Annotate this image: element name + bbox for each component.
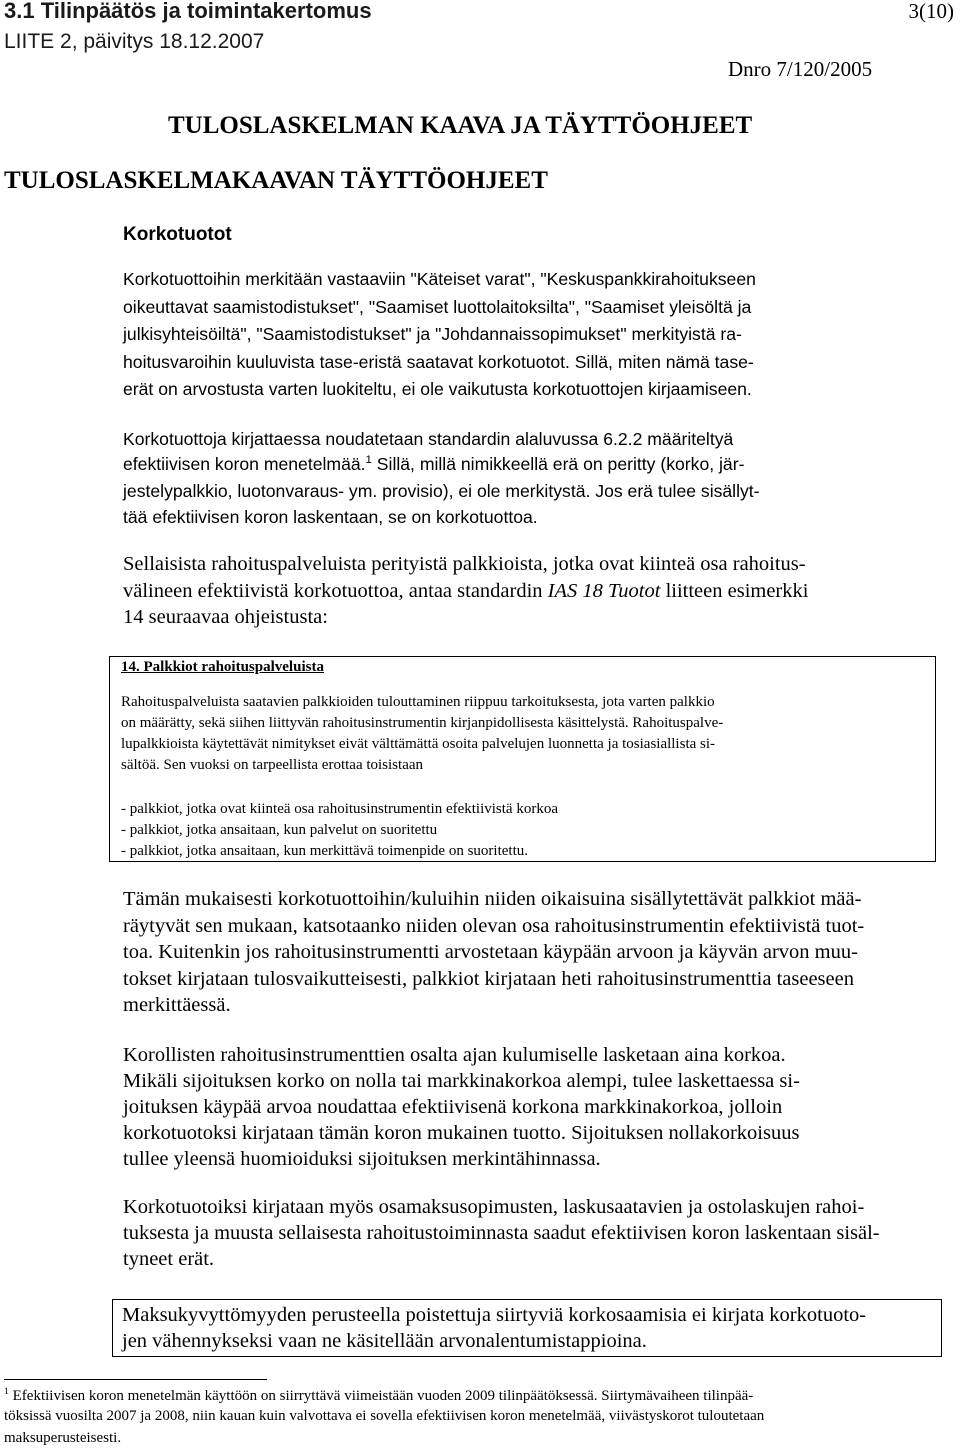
paragraph-line: tokset kirjataan tulosvaikutteisesti, palkkiot kirjataan heti rahoitusinstrumenttia taseeseen — [123, 968, 854, 990]
text-segment: välineen efektiivistä korkotuottoa, antaa standardin — [123, 580, 548, 602]
paragraph-line: hoitusvaroihin kuuluvista tase-eristä saatavat korkotuotot. Sillä, miten nämä tase- — [123, 352, 754, 372]
paragraph-line: tää efektiivisen koron laskentaan, se on korkotuottoa. — [123, 507, 538, 527]
text-segment: Efektiivisen koron menetelmän käyttöön on siirryttävä viimeistään vuoden 2009 tilinpäätöksessä. Siirtymävaiheen tilinpää- — [8, 1388, 754, 1404]
footnote-number: 1 — [4, 1386, 9, 1397]
footnote-line: töksissä vuosilta 2007 ja 2008, niin kauan kuin valvottava ei sovella efektiivisen koron menetelmää, viivästyskorot tuloutetaan — [4, 1408, 765, 1424]
paragraph-line: tullee yleensä huomioiduksi sijoituksen merkintähinnassa. — [123, 1148, 601, 1170]
header-appendix: LIITE 2, päivitys 18.12.2007 — [4, 30, 265, 53]
quote-box-line: sältöä. Sen vuoksi on tarpeellista erottaa toisistaan — [121, 757, 424, 773]
footnote-separator — [4, 1379, 267, 1380]
paragraph-line: julkisyhteisöiltä", "Saamistodistukset" ja "Johdannaissopimukset" merkityistä ra- — [123, 324, 742, 344]
paragraph-line: erät on arvostusta varten luokiteltu, ei ole vaikutusta korkotuottojen kirjaamiseen. — [123, 379, 752, 399]
paragraph-line — [123, 580, 808, 603]
header-title: 3.1 Tilinpäätös ja toimintakertomus — [4, 0, 372, 23]
paragraph-line: Korkotuottoja kirjattaessa noudatetaan standardin alaluvussa 6.2.2 määriteltyä — [123, 429, 734, 449]
footnote-reference[interactable]: 1 — [365, 454, 372, 467]
paragraph-line: Tämän mukaisesti korkotuottoihin/kuluihin niiden oikaisuina sisällytettävät palkkiot mää- — [123, 888, 862, 910]
paragraph-line: jestelypalkkio, luotonvaraus- ym. provisio), ei ole merkitystä. Jos erä tulee sisällyt- — [123, 481, 760, 501]
text-segment: Sillä, millä nimikkeellä erä on peritty (korko, jär- — [371, 454, 745, 474]
sub-heading: TULOSLASKELMAKAAVAN TÄYTTÖOHJEET — [4, 167, 548, 194]
quote-box-line: Rahoituspalveluista saatavien palkkioiden tulouttaminen riippuu tarkoituksesta, jota varten palkkio — [121, 694, 715, 710]
paragraph-line: merkittäessä. — [123, 994, 231, 1016]
paragraph-line: Korollisten rahoitusinstrumenttien osalta ajan kulumiselle lasketaan aina korkoa. — [123, 1044, 786, 1066]
quote-box-list-item: - palkkiot, jotka ovat kiinteä osa rahoitusinstrumentin efektiivistä korkoa — [121, 801, 558, 817]
quote-box-title: 14. Palkkiot rahoituspalveluista — [121, 659, 324, 675]
paragraph-line: Sellaisista rahoituspalveluista perityistä palkkioista, jotka ovat kiinteä osa rahoitus- — [123, 553, 806, 575]
footnote-line — [4, 1386, 753, 1405]
section-heading: Korkotuotot — [123, 224, 232, 245]
document-reference: Dnro 7/120/2005 — [728, 57, 873, 81]
paragraph-line: tuksesta ja muusta sellaisesta rahoitustoiminnasta saadut efektiivisen koron laskentaan sisäl- — [123, 1222, 880, 1244]
page-number: 3(10) — [908, 0, 954, 23]
quote-box-line: lupalkkioista käytettävät nimitykset eivät välttämättä osoita palvelujen luonnetta ja tosiasiallista si- — [121, 736, 716, 752]
note-box-line: jen vähennykseksi vaan ne käsitellään arvonalentumistappioina. — [122, 1330, 647, 1352]
text-segment: efektiivisen koron menetelmää. — [123, 454, 366, 474]
paragraph-line — [123, 454, 744, 475]
standard-reference: IAS 18 Tuotot — [547, 580, 661, 602]
paragraph-line: räytyvät sen mukaan, katsotaanko niiden olevan osa rahoitusinstrumentin efektiivistä tuot- — [123, 915, 865, 937]
paragraph-line: korkotuotoksi kirjataan tämän koron mukainen tuotto. Sijoituksen nollakorkoisuus — [123, 1122, 800, 1144]
quote-box-line: on määrätty, sekä siihen liittyvän rahoitusinstrumentin kirjanpidollisesta käsittelystä. Rahoituspalve- — [121, 715, 724, 731]
paragraph-line: Korkotuottoihin merkitään vastaaviin "Käteiset varat", "Keskuspankkirahoitukseen — [123, 269, 756, 289]
note-box-line: Maksukyvyttömyyden perusteella poistettuja siirtyviä korkosaamisia ei kirjata korkotuoto- — [122, 1304, 867, 1326]
paragraph-line: oikeuttavat saamistodistukset", "Saamiset luottolaitoksilta", "Saamiset yleisöltä ja — [123, 297, 752, 317]
text-segment: liitteen esimerkki — [660, 580, 809, 602]
main-heading: TULOSLASKELMAN KAAVA JA TÄYTTÖOHJEET — [168, 112, 753, 139]
paragraph-line: Mikäli sijoituksen korko on nolla tai markkinakorkoa alempi, tulee laskettaessa si- — [123, 1070, 800, 1092]
quote-box-list-item: - palkkiot, jotka ansaitaan, kun palvelut on suoritettu — [121, 822, 438, 838]
paragraph-line: tyneet erät. — [123, 1248, 215, 1270]
paragraph-line: joituksen käypää arvoa noudattaa efektiivisenä korkona markkinakorkoa, jolloin — [123, 1096, 783, 1118]
paragraph-line: 14 seuraavaa ohjeistusta: — [123, 606, 328, 628]
footnote-line: maksuperusteisesti. — [4, 1430, 122, 1446]
paragraph-line: toa. Kuitenkin jos rahoitusinstrumentti arvostetaan käypään arvoon ja käyvän arvon muu- — [123, 941, 858, 963]
paragraph-line: Korkotuotoiksi kirjataan myös osamaksusopimusten, laskusaatavien ja ostolaskujen rahoi- — [123, 1196, 865, 1218]
quote-box-list-item: - palkkiot, jotka ansaitaan, kun merkittävä toimenpide on suoritettu. — [121, 843, 528, 859]
